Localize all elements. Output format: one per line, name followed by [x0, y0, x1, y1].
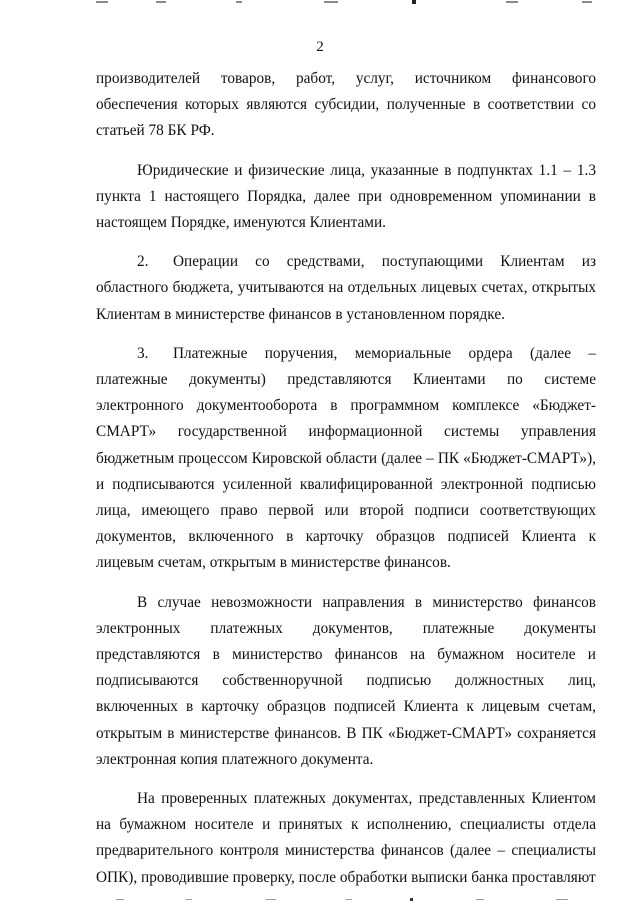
- scan-artifact-top: [96, 0, 596, 6]
- item-text: Операции со средствами, поступающими Клиентам из областного бюджета, учитываются на отдельных лицевых счетах, открытых Клиентам в министерстве финансов в установленном порядке.: [96, 253, 596, 323]
- page-number: 2: [316, 39, 324, 55]
- paragraph-item-2: [96, 249, 596, 328]
- paragraph-paper-documents: В случае невозможности направления в министерство финансов электронных платежных документов, платежные документы представляются в министерство финансов на бумажном носителе и подписываются собственноручной подписью должностных лиц, включенных в карточку образцов подписей Клиента к лицевым счетам, открытым в министерстве финансов. В ПК «Бюджет-СМАРТ» сохраняется электронная копия платежного документа.: [96, 593, 596, 768]
- paragraph-continuation: производителей товаров, работ, услуг, источником финансового обеспечения которых являются субсидии, полученные в соответствии со статьей 78 БК РФ.: [96, 70, 596, 140]
- paragraph-verified-documents: На проверенных платежных документах, представленных Клиентом на бумажном носителе и принятых к исполнению, специалисты отдела предварительного контроля министерства финансов (далее – специалисты ОПК), проводившие проверку, после обработки выписки банка проставляют: [96, 790, 596, 886]
- document-body: [96, 66, 596, 891]
- scan-artifact-bottom: [96, 898, 596, 903]
- item-number: 2.: [137, 253, 149, 271]
- paragraph-item-3: [96, 341, 596, 577]
- item-number: 3.: [137, 344, 149, 362]
- paragraph-clients-definition: Юридические и физические лица, указанные в подпунктах 1.1 – 1.3 пункта 1 настоящего Порядка, далее при одновременном упоминании в настоящем Порядке, именуются Клиентами.: [96, 161, 596, 232]
- item-text: Платежные поручения, мемориальные ордера (далее – платежные документы) представляются Клиентами по системе электронного документооборота в программном комплексе «Бюджет-СМАРТ» государственной информационной системы управления бюджетным процессом Кировской области (далее – ПК «Бюджет-СМАРТ»), и подписываются усиленной квалифицированной электронной подписью лица, имеющего право первой или второй подписи соответствующих документов, включенного в карточку образцов подписей Клиента к лицевым счетам, открытым в министерстве финансов.: [96, 344, 596, 572]
